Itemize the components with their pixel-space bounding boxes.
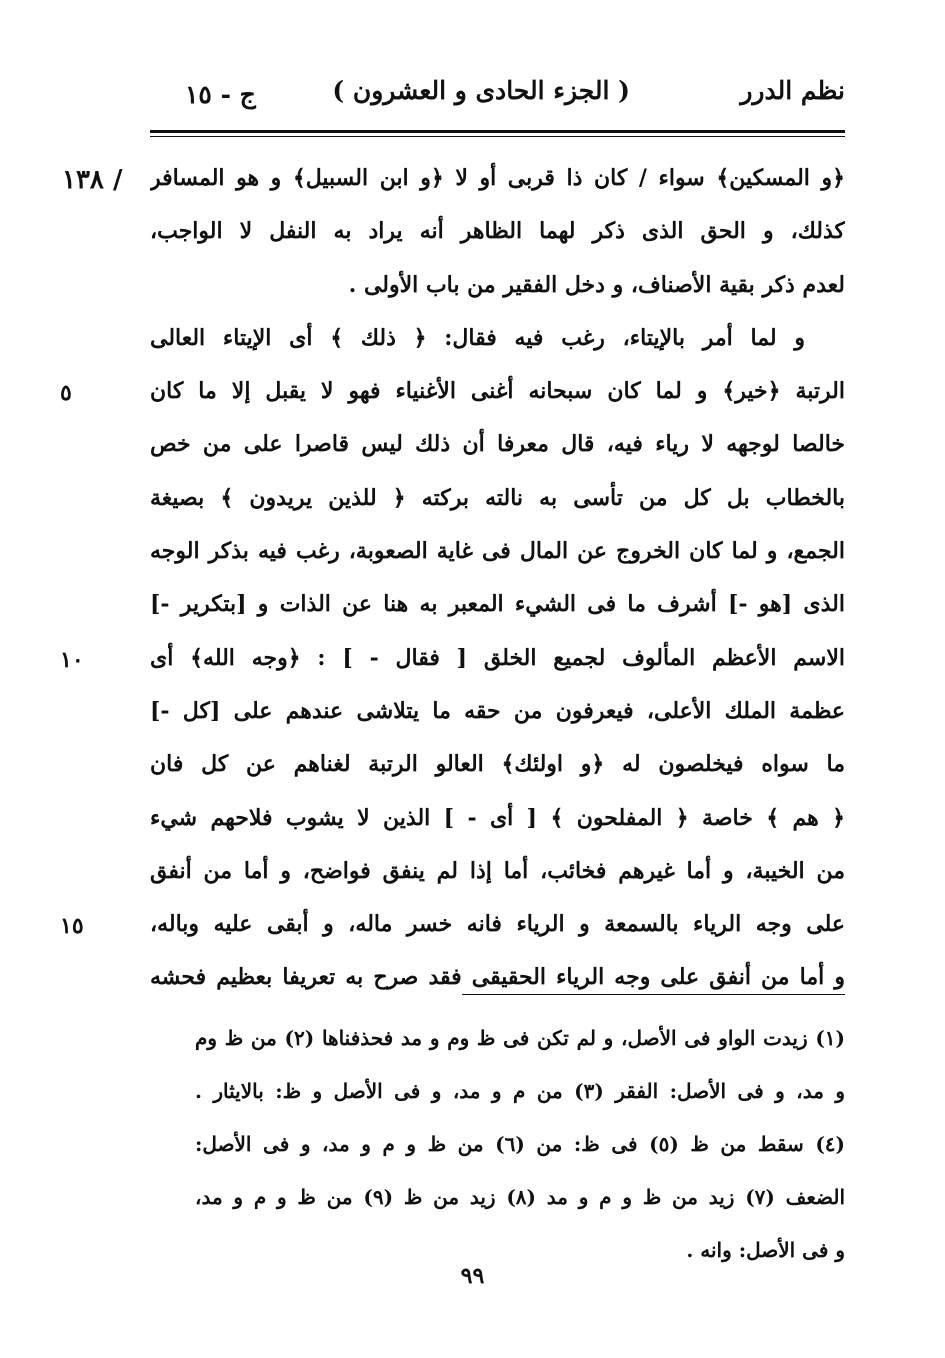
text-line: الجمع، و لما كان الخروج عن المال فى غاية الصعوبة، رغب فيه بذكر الوجه (150, 538, 845, 565)
header-rule-thin (150, 136, 845, 137)
text-line: و لما أمر بالإيتاء، رغب فيه فقال: ﴿ ذلك ﴾ أى الإيتاء العالى (150, 324, 805, 351)
text-line: و أما من أنفق على وجه الرياء الحقيقى فقد صرح به تعريفا بعظيم فحشه (150, 964, 845, 991)
text-line: عظمة الملك الأعلى، فيعرفون من حقه ما يتلاشى عندهم على [كل -] (150, 697, 845, 724)
footnote-line: الضعف (٧) زيد من ظ و م و مد (٨) زيد من ظ (٩) من ظ و م و مد، (195, 1185, 845, 1209)
text-line: على وجه الرياء بالسمعة و الرياء فانه خسر ماله، و أبقى عليه وباله، (150, 911, 845, 938)
text-line: من الخيبة، و أما غيرهم فخائب، أما إذا لم ينفق فواضح، و أما من أنفق (150, 857, 845, 884)
footnotes (195, 1012, 845, 1277)
text-line: ﴿ هم ﴾ خاصة ﴿ المفلحون ﴾ [ أى - ] الذين لا يشوب فلاحهم شيء (150, 804, 845, 831)
book-title: نظم الدرر (740, 76, 845, 105)
text-line: الاسم الأعظم المألوف لجميع الخلق [ فقال - ] : ﴿وجه الله﴾ أى (150, 644, 845, 671)
footnote-line: و فى الأصل: وانه . (686, 1238, 845, 1262)
folio-reference: / ١٣٨ (62, 165, 123, 195)
running-header (150, 76, 845, 124)
text-line: بالخطاب بل كل من تأسى به نالته بركته ﴿ للذين يريدون ﴾ بصيغة (150, 484, 845, 511)
text-line: ﴿و المسكين﴾ سواء / كان ذا قربى أو لا ﴿و ابن السبيل﴾ و هو المسافر (150, 165, 845, 191)
part-title: ( الجزء الحادى و العشرون ) (332, 76, 630, 105)
text-line: ما سواه فيخلصون له ﴿و اولئك﴾ العالو الرتبة لغناهم عن كل فان (150, 751, 845, 778)
line-number-15: ١٥ (60, 913, 84, 939)
text-line: الذى [هو -] أشرف ما فى الشيء المعبر به هنا عن الذات و [بتكرير -] (150, 591, 845, 618)
volume-label: ج - ١٥ (185, 80, 256, 109)
footnote-line: و مد، و فى الأصل: الفقر (٣) من م و مد، و فى الأصل و ظ: بالايثار . (195, 1079, 845, 1103)
page-number: ٩٩ (460, 1263, 485, 1289)
footnote-line: (٤) سقط من ظ (٥) فى ظ: من (٦) من ظ و م و مد، و فى الأصل: (195, 1132, 845, 1156)
footnote-rule (462, 994, 845, 995)
text-line: الرتبة ﴿خير﴾ و لما كان سبحانه أغنى الأغنياء فهو لا يقبل إلا ما كان (150, 378, 845, 405)
text-line: لعدم ذكر بقية الأصناف، و دخل الفقير من باب الأولى . (348, 271, 845, 298)
text-line: كذلك، و الحق الذى ذكر لهما الظاهر أنه يراد به النفل لا الواجب، (150, 218, 845, 245)
footnote-line: (١) زيدت الواو فى الأصل، و لم تكن فى ظ وم و مد فحذفناها (٢) من ظ وم (195, 1026, 845, 1050)
header-rule-thick (150, 130, 845, 133)
text-line: خالصا لوجهه لا رياء فيه، قال معرفا أن ذلك ليس قاصرا على من خص (150, 431, 845, 458)
line-number-10: ١٠ (60, 647, 84, 673)
line-number-5: ٥ (60, 380, 72, 406)
